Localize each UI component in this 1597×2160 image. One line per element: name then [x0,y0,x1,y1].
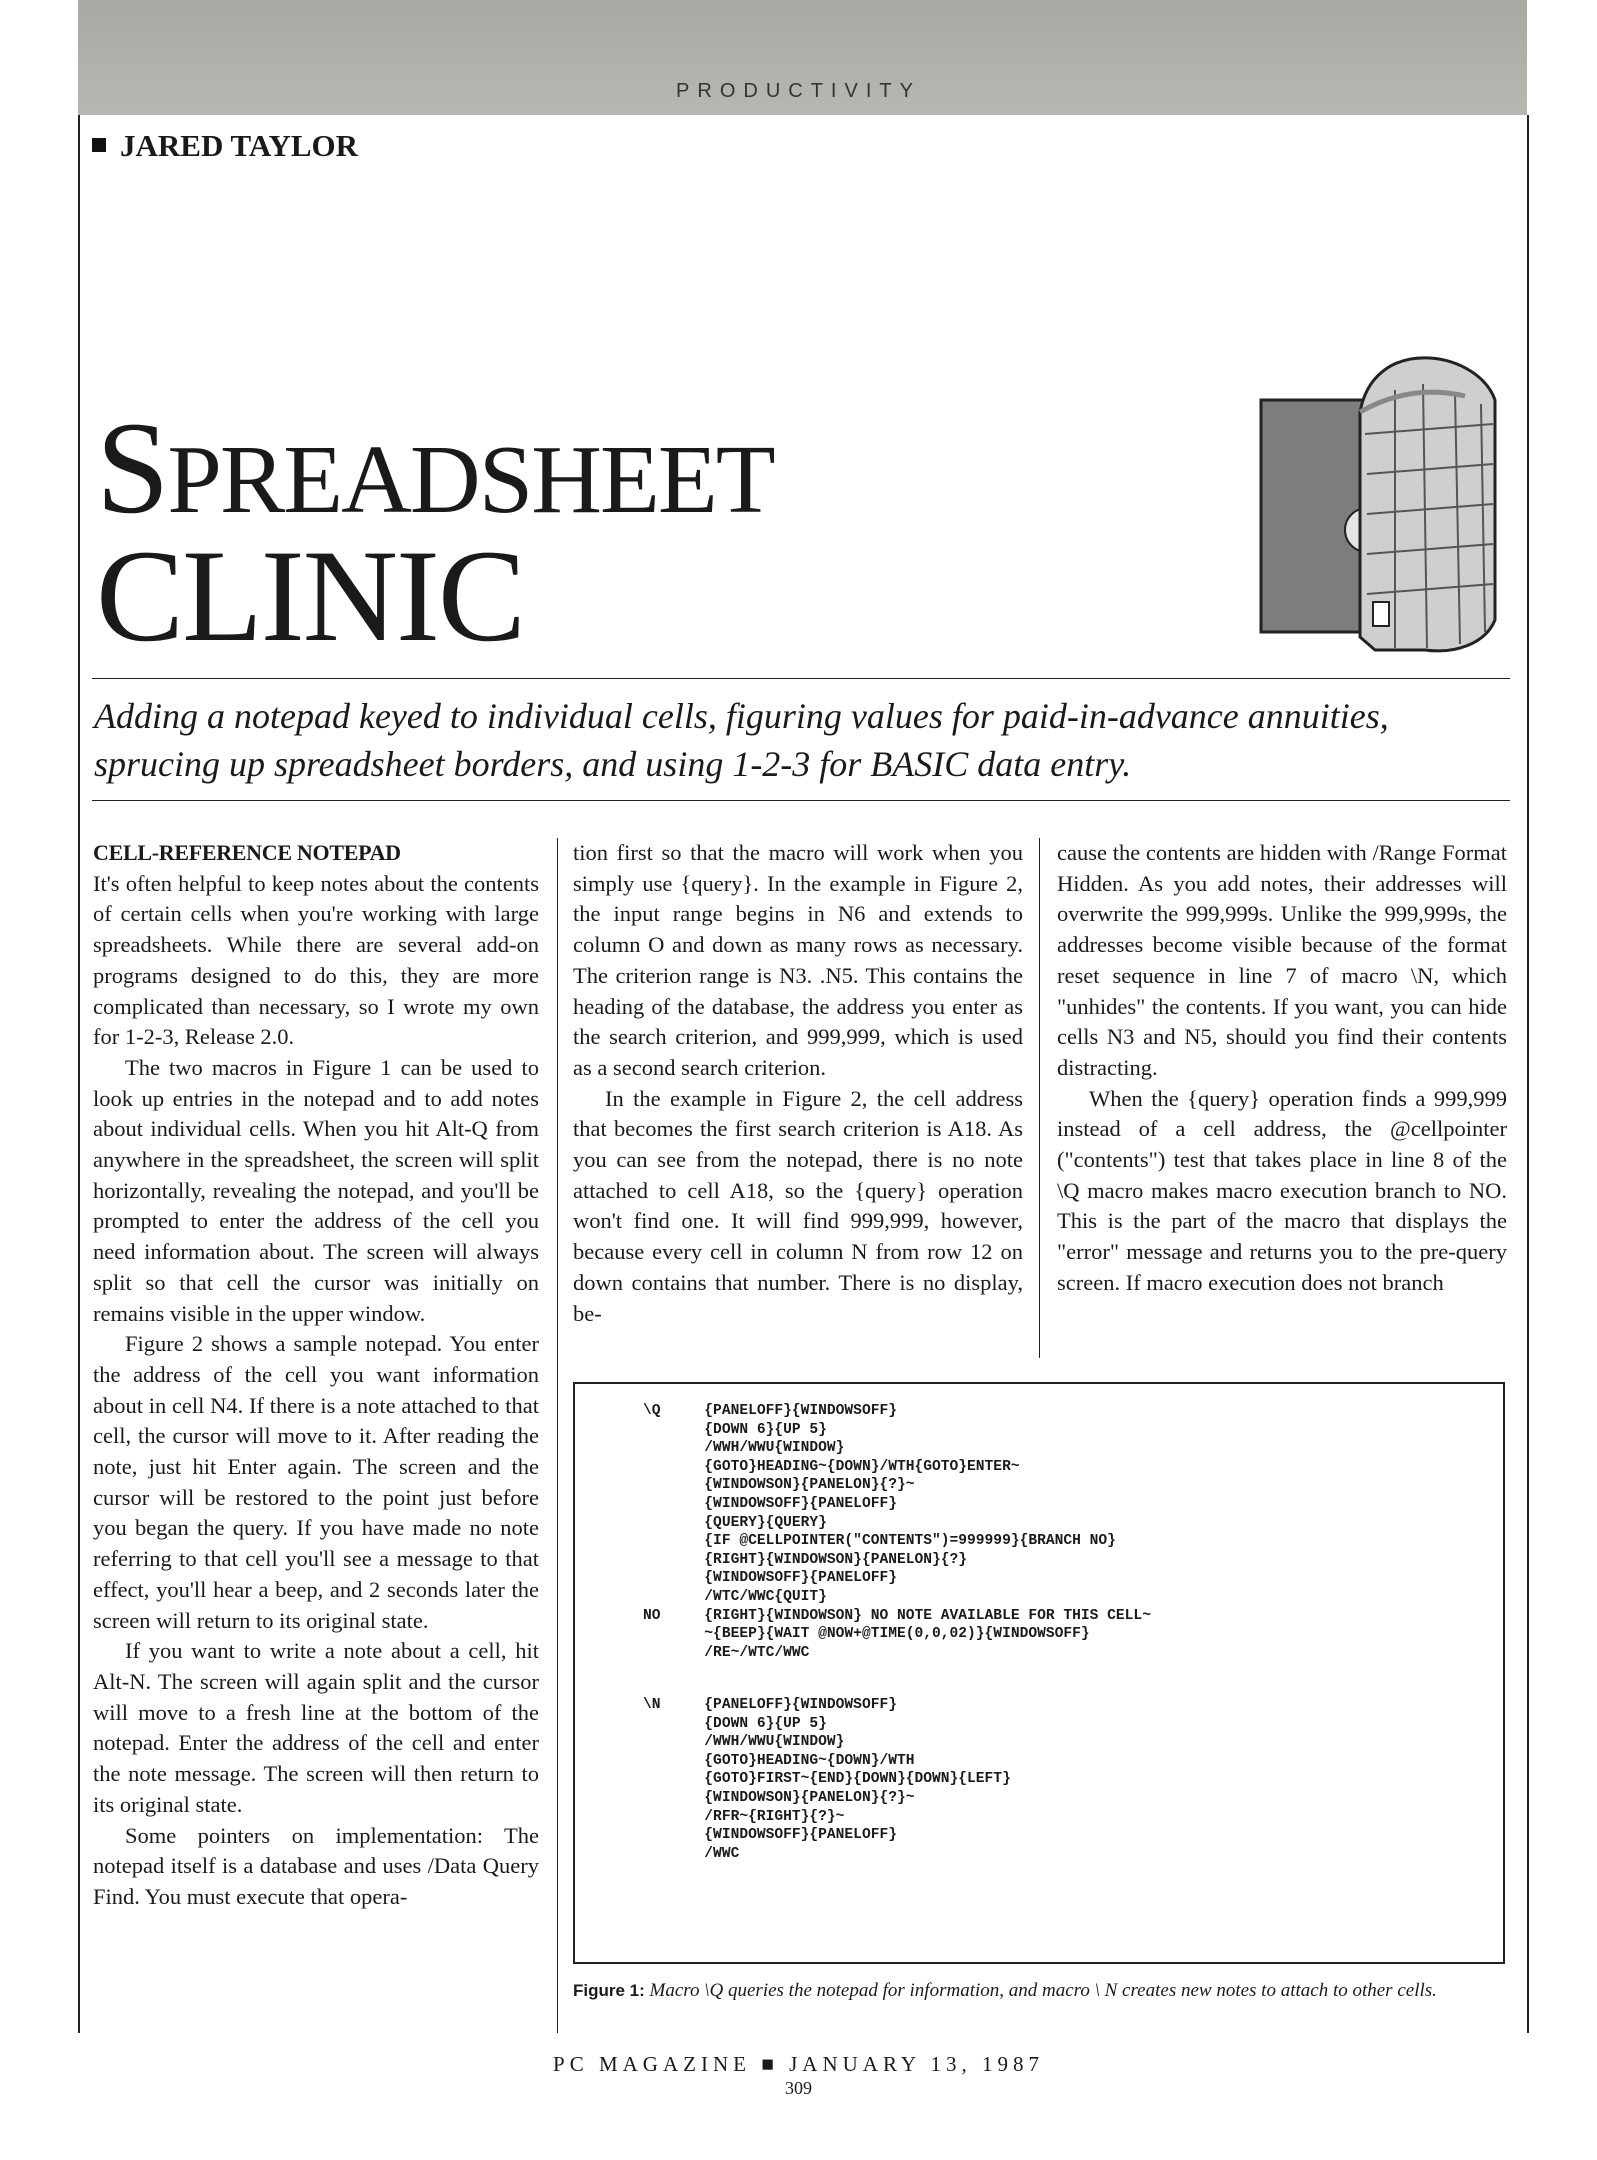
author-byline [92,128,358,164]
paragraph: The two macros in Figure 1 can be used to look up entries in the notepad and to add notes about individual cells. When you hit Alt-Q from anywhere in the spreadsheet, the screen will split horizontally, revealing the notepad, and you'll be prompted to enter the address of the cell you need information about. The screen will always split so that cell the cursor was initially on remains visible in the upper window. [93,1054,539,1326]
paragraph: In the example in Figure 2, the cell address that becomes the first search criterion is A18. As you can see from the notepad, there is no note attached to cell A18, so the {query} operation won't find one. It will find 999,999, however, because every cell in column N from row 12 on down contains that number. There is no display, be- [573,1085,1023,1326]
section-label: PRODUCTIVITY [676,80,921,102]
title-line-2: CLINIC [96,522,524,669]
column-rule [1039,838,1040,1358]
article-subtitle: Adding a notepad keyed to individual cells, figuring values for paid-in-advance annuities, sprucing up spreadsheet borders, and using 1-2-3 for BASIC data entry. [94,696,1389,784]
article-title [96,394,774,669]
paragraph: It's often helpful to keep notes about the contents of certain cells when you're working with large spreadsheets. While there are several add-on programs designed to do this, they are more complicated than necessary, so I wrote my own for 1-2-3, Release 2.0. [93,870,539,1050]
author-name: JARED TAYLOR [120,128,359,163]
macro-n-listing: \N {PANELOFF}{WINDOWSOFF} {DOWN 6}{UP 5} /WWH/WWU{WINDOW} {GOTO}HEADING~{DOWN}/WTH {GOTO}FIRST~{END}{DOWN}{DOWN}{LEFT} {WINDOWSON}{PANELON}{?}~ /RFR~{RIGHT}{?}~ {WINDOWSOFF}{PANELOFF} /WWC [643,1697,1011,1862]
paragraph: If you want to write a note about a cell, hit Alt-N. The screen will again split and the cursor will move to a fresh line at the bottom of the notepad. Enter the address of the cell and enter the note message. The screen will then return to its original state. [93,1638,539,1817]
caption-label: Figure 1: [573,1981,645,2000]
paragraph: tion first so that the macro will work when you simply use {query}. In the example in Figure 2, the input range begins in N6 and extends to column O and down as many rows as necessary. The criterion range is N3. .N5. This contains the heading of the database, the address you enter as the search criterion, and 999,999, which is used as a second search criterion. [573,840,1023,1080]
spreadsheet-illustration [1255,352,1500,657]
figure-code-box [573,1382,1505,1964]
bullet-square-icon [92,138,106,152]
column-rule [557,838,558,2033]
paragraph: Some pointers on implementation: The notepad itself is a database and uses /Data Query Find. You must execute that opera- [93,1822,539,1909]
paragraph: When the {query} operation finds a 999,999 instead of a cell address, the @cellpointer ("contents") test that takes place in line 8 of the \Q macro makes macro execution branch to NO. This is the part of the macro that displays the "error" message and returns you to the pre-query screen. If macro execution does not branch [1057,1085,1507,1295]
subtitle-bottom-rule [92,800,1510,801]
paragraph: cause the contents are hidden with /Range Format Hidden. As you add notes, their addresses will overwrite the 999,999s. Unlike the 999,999s, the addresses become visible because of the format reset sequence in line 7 of macro \N, which "unhides" the contents. If you want, you can hide cells N3 and N5, should you find their contents distracting. [1057,840,1507,1080]
title-rest: PREADSHEET [167,426,774,534]
text-column-2 [573,838,1023,1329]
caption-text: Macro \Q queries the notepad for information, and macro \ N creates new notes to attach to other cells. [644,1980,1437,2001]
title-initial: S [96,394,168,541]
section-heading: CELL-REFERENCE NOTEPAD [93,840,401,865]
right-page-rule [1527,115,1529,2033]
subtitle-top-rule [92,678,1510,679]
left-page-rule [78,115,80,2033]
page-number: 309 [785,2078,812,2098]
macro-q-listing: \Q {PANELOFF}{WINDOWSOFF} {DOWN 6}{UP 5} /WWH/WWU{WINDOW} {GOTO}HEADING~{DOWN}/WTH{GOTO}ENTER~ {WINDOWSON}{PANELON}{?}~ {WINDOWSOFF}{PANELOFF} {QUERY}{QUERY} {IF @CELLPOINTER("CONTENTS")=999999}{BRANCH NO} {RIGHT}{WINDOWSON}{PANELON}{?} {WINDOWSOFF}{PANELOFF} /WTC/WWC{QUIT} NO {RIGHT}{WINDOWSON} NO NOTE AVAILABLE FOR THIS CELL~ ~{BEEP}{WAIT @NOW+@TIME(0,0,02)}{WINDOWSOFF} /RE~/WTC/WWC [643,1403,1151,1661]
text-column-3 [1057,838,1507,1299]
title-line-1 [96,394,774,541]
page-footer: PC MAGAZINE ■ JANUARY 13, 1987 [553,2052,1044,2076]
text-column-1 [93,838,539,1913]
figure-caption [573,1978,1503,2004]
paragraph: Figure 2 shows a sample notepad. You enter the address of the cell you want information about in cell N4. If there is a note attached to that cell, the cursor will move to it. After reading the note, just hit Enter again. The screen and the cursor will be restored to the point just before you began the query. If you have made no note referring to that cell you'll see a message to that effect, you'll hear a beep, and 2 seconds later the screen will return to its original state. [93,1331,539,1633]
